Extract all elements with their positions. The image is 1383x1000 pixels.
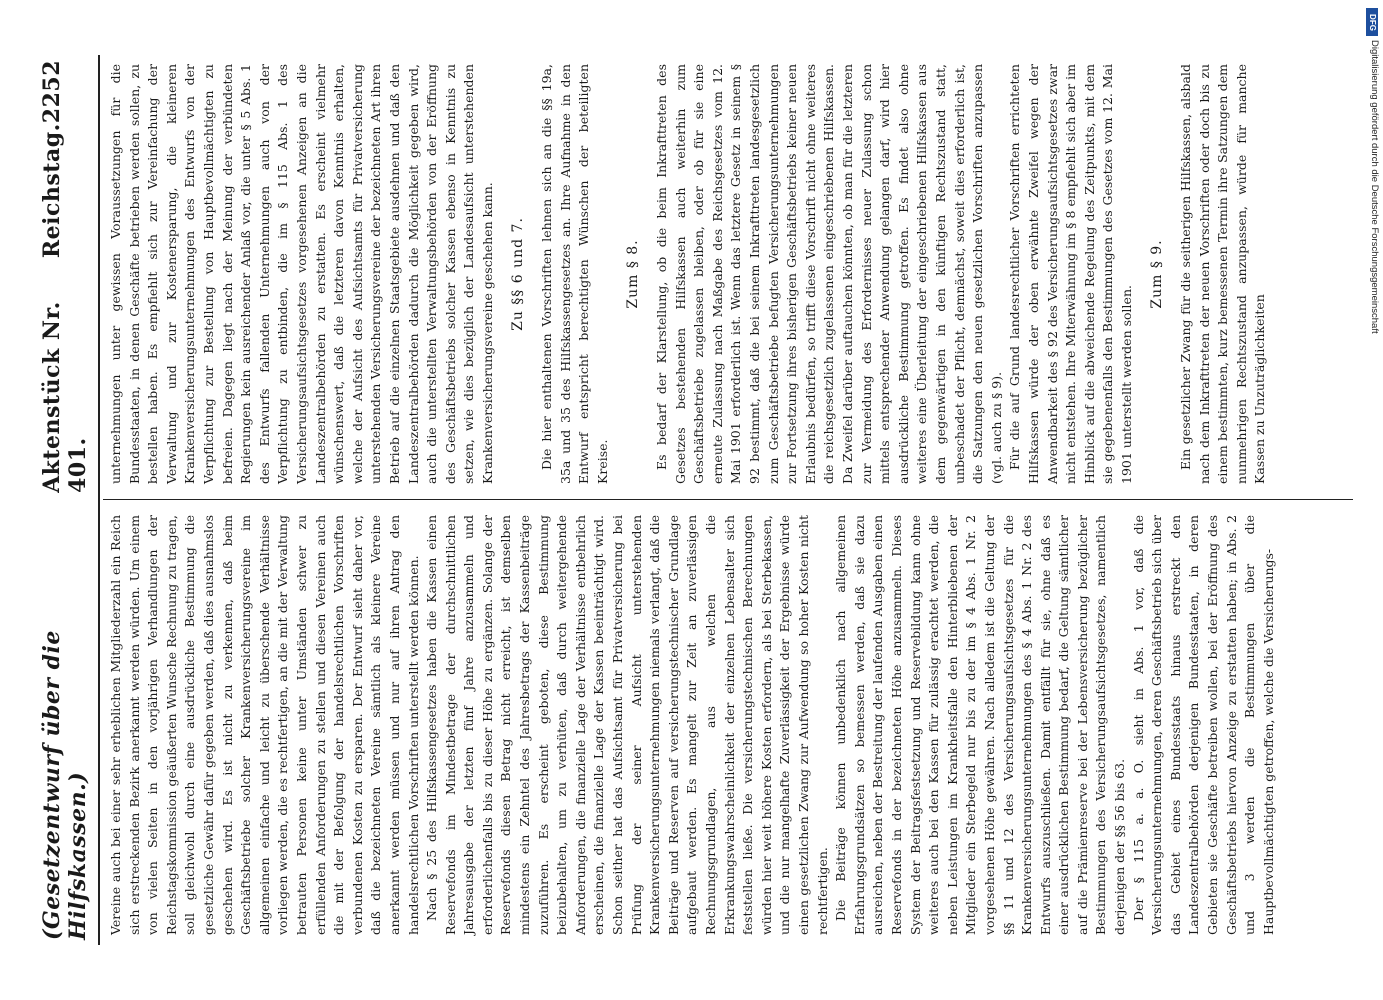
- paragraph: Es bedarf der Klarstellung, ob die beim Inkrafttreten des Gesetzes bestehenden Hilfskassen auch weiterhin zum Geschäftsbetriebe zugelassen bleiben, oder ob für sie eine erneute Zulassung nach Maßgabe des Reichsgesetzes vom 12. Mai 1901 erforderlich ist. Wenn das letztere Gesetz in seinem § 92 bestimmt, daß die bei seinem Inkrafttreten landesgesetzlich zum Geschäftsbetriebe befugten Versicherungsunternehmungen zur Fortsetzung ihres bisherigen Geschäftsbetriebs keiner neuen Erlaubnis bedürfen, so trifft diese Vorschrift nicht ohne weiteres die reichsgesetzlich zugelassenen eingeschriebenen Hilfskassen. Da Zweifel darüber auftauchen könnten, ob man für die letzteren zur Vermeidung des Erfordernisses neuer Zulassung schon mittels entsprechender Anwendung gelangen darf, wird hier ausdrückliche Bestimmung getroffen. Es findet also ohne weiteres eine Überleitung der eingeschriebenen Hilfskassen aus dem gegenwärtigen in den künftigen Rechtszustand statt, unbeschadet der Pflicht, demnächst, soweit dies erforderlich ist, die Satzungen den neuen gesetzlichen Vorschriften anzupassen (vgl. auch zu § 9).: [654, 64, 1004, 484]
- paragraph: Nach § 25 des Hilfskassengesetzes haben die Kassen einen Reservefonds im Mindestbetrage der durchschnittlichen Jahresausgabe der letzten fünf Jahre anzusammeln und erforderlichenfalls bis zu dieser Höhe zu ergänzen. Solange der Reservefonds diesen Betrag nicht erreicht, ist demselben mindestens ein Zehntel des Jahresbetrags der Kassenbeiträge zuzuführen. Es erscheint geboten, diese Bestimmung beizubehalten, um zu verhüten, daß durch weitergehende Anforderungen, die finanzielle Lage der Verhältnisse entbehrlich erscheinen, die finanzielle Lage der Kassen beeinträchtigt wird. Schon seither hat das Aufsichtsamt für Privatversicherung bei Prüfung der seiner Aufsicht unterstehenden Krankenversicherungsunternehmungen niemals verlangt, daß die Beiträge und Reserven auf versicherungstechnischer Grundlage aufgebaut werden. Es mangelt zur Zeit an zuverlässigen Rechnungsgrundlagen, aus welchen die Erkrankungswahrscheinlichkeit der einzelnen Lebensalter sich feststellen ließe. Die versicherungstechnischen Berechnungen würden hier weit höhere Kosten erfordern, als bei Sterbekassen, und die nur mangelhafte Zuverlässigkeit der Ergebnisse würde einen gesetzlichen Zwang zur Aufwendung so hoher Kosten nicht rechtfertigen.: [424, 515, 830, 935]
- running-head: [39, 60, 91, 940]
- section-heading: Zu §§ 6 und 7.: [510, 217, 527, 331]
- column-divider: [103, 499, 1353, 500]
- paragraph: Ein gesetzlicher Zwang für die seitherigen Hilfskassen, alsbald nach dem Inkrafttreten der neuen Vorschriften oder doch bis zu einem bestimmten, kurz bemessenen Termin ihre Satzungen dem nunmehrigen Rechtszustand anzupassen, würde für manche Kassen zu Unzuträglichkeiten: [1178, 64, 1268, 484]
- left-title: Reichstag.: [39, 123, 65, 259]
- paragraph: Die hier enthaltenen Vorschriften lehnen sich an die §§ 19a, 35a und 35 des Hilfskassengesetzes an. Ihre Aufnahme in den Entwurf entspricht berechtigten Wünschen der beteiligten Kreise.: [539, 64, 610, 484]
- column-left: [107, 515, 1347, 935]
- digitization-credit: Digitalisierung gefördert durch die Deutsche Forschungsgemeinschaft: [1369, 40, 1380, 334]
- paragraph: Die Beiträge können unbedenklich nach allgemeinen Erfahrungsgrundsätzen so bemessen werden, daß sie dazu ausreichen, neben der Bestreitung der laufenden Ausgaben einen Reservefonds in der bezeichneten Höhe anzusammeln. Dieses System der Beitragsfestsetzung und Reservebildung kann ohne weiteres auch bei den Kassen für zulässig erachtet werden, die neben Leistungen im Krankheitsfalle den Hinterbliebenen der Mitglieder ein Sterbegeld nur bis zu der im § 4 Abs. 1 Nr. 2 vorgesehenen Höhe gewähren. Nach alledem ist die Geltung der §§ 11 und 12 des Versicherungsaufsichtsgesetzes für die Krankenversicherungsunternehmungen des § 4 Abs. 1 Nr. 2 des Entwurfs auszuschließen. Damit entfällt für sie, ohne daß es einer ausdrücklichen Bestimmung bedarf, die Geltung sämtlicher auf die Prämienreserve bei der Lebensversicherung bezüglicher Bestimmungen des Versicherungsaufsichtsgesetzes, namentlich derjenigen der §§ 56 bis 63.: [833, 515, 1128, 935]
- section-heading: Zum § 9.: [1149, 239, 1166, 309]
- column-right: [107, 64, 1347, 484]
- paragraph: Vereine auch bei einer sehr erheblichen Mitgliederzahl ein Reich sich erstreckenden Bezirk anerkannt werden würden. Um einem von vielen Seiten in den vorjährigen Verhandlungen der Reichstagskommission geäußerten Wunsche Rechnung zu tragen, soll gleichwohl durch eine ausdrückliche Bestimmung die gesetzliche Gewähr dafür gegeben werden, daß dies ausnahmslos geschehen wird. Es ist nicht zu verkennen, daß beim Geschäftsbetriebe solcher Krankenversicherungsvereine im allgemeinen einfache und leicht zu überschende Verhältnisse vorliegen werden, die es rechtfertigen, an die mit der Verwaltung betrauten Personen keine unter Umständen schwer zu erfüllenden Anforderungen zu stellen und diesen Vereinen auch die mit der Befolgung der handelsrechtlichen Vorschriften verbundenen Kosten zu ersparen. Der Entwurf sieht daher vor, daß die bezeichneten Vereine sämtlich als kleinere Vereine anerkannt werden müssen und nur auf ihren Antrag den handelsrechtlichen Vorschriften unterstellt werden können.: [108, 515, 421, 935]
- center-title: Aktenstück Nr. 401.: [39, 301, 91, 493]
- section-heading: Zum § 8.: [625, 239, 642, 309]
- paragraph: unternehmungen unter gewissen Voraussetzungen für die Bundesstaaten, in denen Geschäfte betrieben werden sollen, zu bestellen haben. Es empfiehlt sich zur Vereinfachung der Verwaltung und zur Kostenersparung, die kleineren Krankenversicherungsunternehmungen des Entwurfs von der Verpflichtung zur Bestellung von Hauptbevollmächtigten zu befreien. Dagegen liegt nach der Meinung der verbündeten Regierungen kein ausreichender Anlaß vor, die unter § 5 Abs. 1 des Entwurfs fallenden Unternehmungen auch von der Verpflichtung zu entbinden, die im § 115 Abs. 1 des Versicherungsaufsichtsgesetzes vorgesehenen Anzeigen an die Landeszentralbehörden zu erstatten. Es erscheint vielmehr wünschenswert, daß die letzteren davon Kenntnis erhalten, welche der Aufsicht des Aufsichtsamts für Privatversicherung unterstehenden Versicherungsvereine der bezeichneten Art ihren Betrieb auf die einzelnen Staatsgebiete ausdehnen und daß den Landeszentralbehörden dadurch die Möglichkeit gegeben wird, auch die unterstellten Verwaltungsbehörden von der Eröffnung des Geschäftsbetriebs solcher Kassen ebenso in Kenntnis zu setzen, wie dies bezüglich der Landesaufsicht unterstehenden Krankenversicherungsvereine geschehen kann.: [108, 64, 495, 484]
- paragraph: Der § 115 a. a. O. sieht in Abs. 1 vor, daß die Versicherungsunternehmungen, deren Geschäftsbetrieb sich über das Gebiet eines Bundesstaats hinaus erstreckt den Landeszentralbehörden derjenigen Bundesstaaten, in deren Gebieten sie Geschäfte betreiben wollen, bei der Eröffnung des Geschäftsbetriebs hiervon Anzeige zu erstatten haben; in Abs. 2 und 3 werden die Bestimmungen über die Hauptbevollmächtigten getroffen, welche die Versicherungs-: [1130, 515, 1276, 935]
- dfg-logo: [1366, 8, 1378, 36]
- paragraph: Für die auf Grund landesrechtlicher Vorschriften errichteten Hilfskassen würde der oben erwähnte Zweifel wegen der Anwendbarkeit des § 92 des Versicherungsaufsichtsgesetzes zwar nicht entstehen. Ihre Miterwähnung im § 8 empfiehlt sich aber im Hinblick auf die abweichende Regelung des Zeitpunkts, mit dem sie gegebenenfalls den Bestimmungen des Gesetzes vom 12. Mai 1901 unterstellt werden sollen.: [1007, 64, 1134, 484]
- dfg-logo-text: DFG: [1367, 13, 1377, 31]
- page-number: 2252: [39, 60, 65, 124]
- right-title: (Gesetzentwurf über die Hilfskassen.): [39, 630, 91, 940]
- header-rule: [98, 55, 100, 945]
